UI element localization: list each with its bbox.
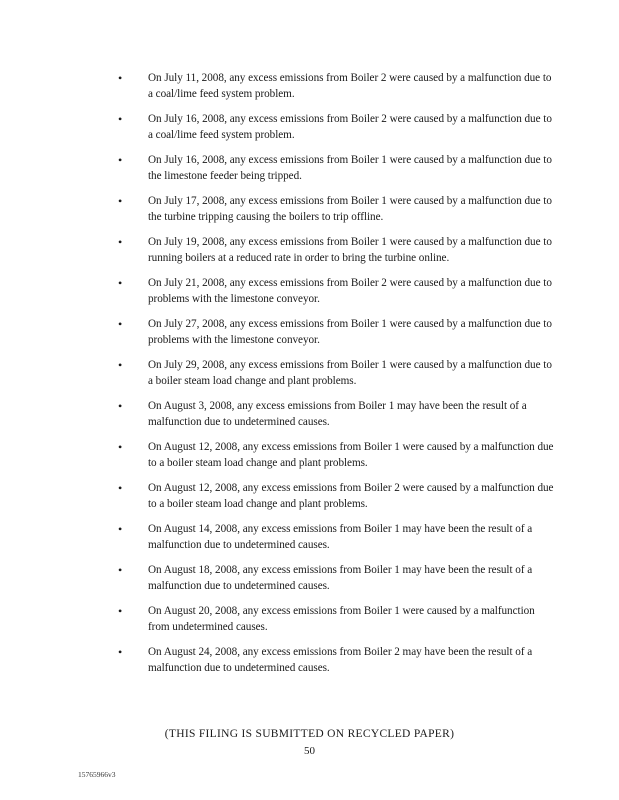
list-item: • On July 16, 2008, any excess emissions from Boiler 2 were caused by a malfunction due to a coal/lime feed system problem. bbox=[118, 111, 558, 143]
list-item: • On July 21, 2008, any excess emissions from Boiler 2 were caused by a malfunction due to problems with the limestone conveyor. bbox=[118, 275, 558, 307]
list-item: • On August 20, 2008, any excess emissions from Boiler 1 were caused by a malfunction from undetermined causes. bbox=[118, 603, 558, 635]
list-item: • On July 19, 2008, any excess emissions from Boiler 1 were caused by a malfunction due to running boilers at a reduced rate in order to bring the turbine online. bbox=[118, 234, 558, 266]
list-item: • On July 29, 2008, any excess emissions from Boiler 1 were caused by a malfunction due to a boiler steam load change and plant problems. bbox=[118, 357, 558, 389]
list-item: • On August 3, 2008, any excess emissions from Boiler 1 may have been the result of a malfunction due to undetermined causes. bbox=[118, 398, 558, 430]
list-item: • On August 18, 2008, any excess emissions from Boiler 1 may have been the result of a malfunction due to undetermined causes. bbox=[118, 562, 558, 594]
list-item: • On August 14, 2008, any excess emissions from Boiler 1 may have been the result of a malfunction due to undetermined causes. bbox=[118, 521, 558, 553]
list-item: • On August 24, 2008, any excess emissions from Boiler 2 may have been the result of a malfunction due to undetermined causes. bbox=[118, 644, 558, 676]
list-item: • On July 27, 2008, any excess emissions from Boiler 1 were caused by a malfunction due to problems with the limestone conveyor. bbox=[118, 316, 558, 348]
page-number: 50 bbox=[304, 745, 315, 757]
excess-emissions-list bbox=[118, 70, 558, 685]
list-item: • On July 17, 2008, any excess emissions from Boiler 1 were caused by a malfunction due to the turbine tripping causing the boilers to trip offline. bbox=[118, 193, 558, 225]
list-item: • On July 16, 2008, any excess emissions from Boiler 1 were caused by a malfunction due to the limestone feeder being tripped. bbox=[118, 152, 558, 184]
list-item: • On August 12, 2008, any excess emissions from Boiler 2 were caused by a malfunction due to a boiler steam load change and plant problems. bbox=[118, 480, 558, 512]
list-item: • On July 11, 2008, any excess emissions from Boiler 2 were caused by a malfunction due to a coal/lime feed system problem. bbox=[118, 70, 558, 102]
list-item: • On August 12, 2008, any excess emissions from Boiler 1 were caused by a malfunction due to a boiler steam load change and plant problems. bbox=[118, 439, 558, 471]
document-id: 15765966v3 bbox=[78, 770, 116, 779]
recycled-paper-note: (THIS FILING IS SUBMITTED ON RECYCLED PAPER) bbox=[164, 728, 455, 740]
